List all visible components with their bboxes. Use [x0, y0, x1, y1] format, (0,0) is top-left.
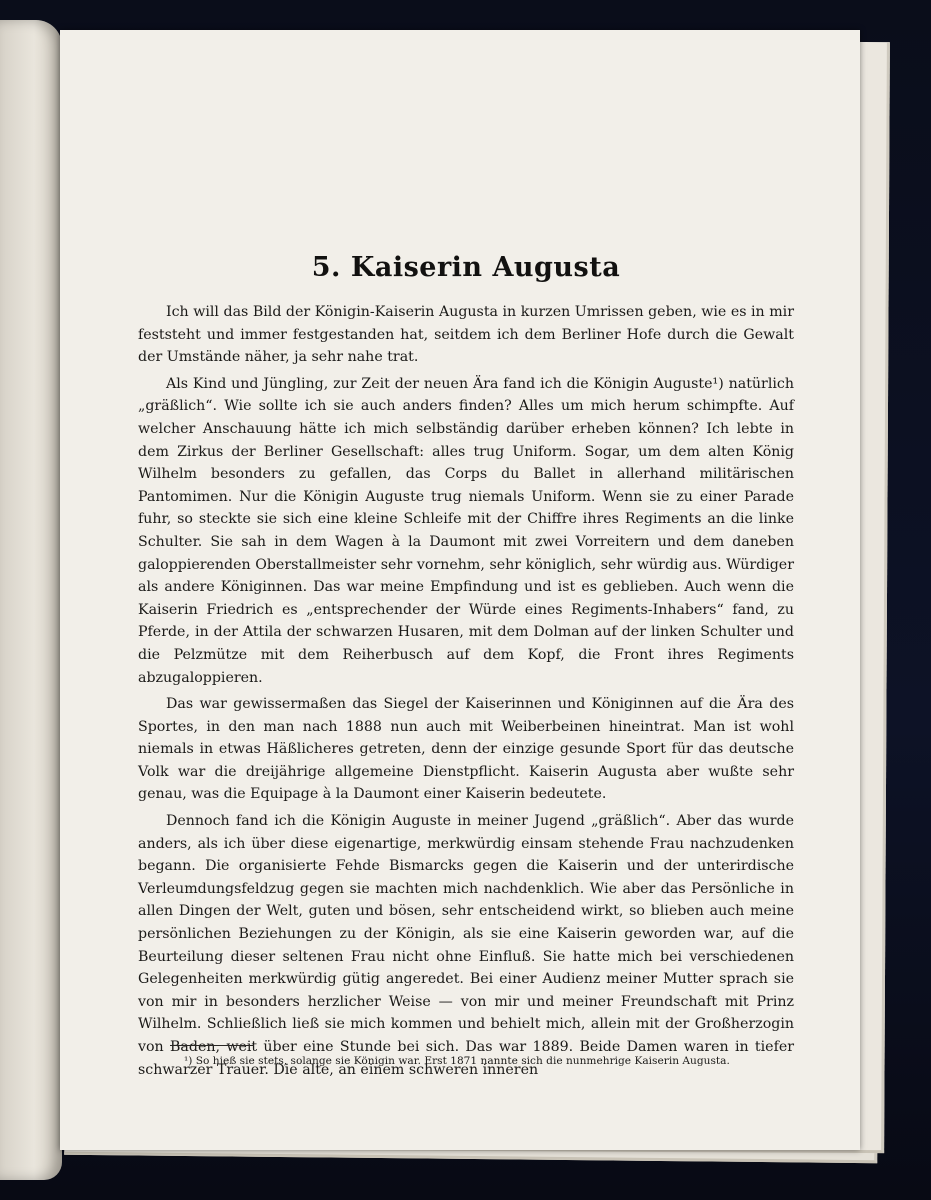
- paragraph-4: Dennoch fand ich die Königin Auguste in meiner Jugend „gräßlich“. Aber das wurde anders, als ich über diese eigenartige, merkwürdig einsam stehende Frau nachzudenken begann. Die organisierte Fehde Bismarcks gegen die Kaiserin und der unterirdische Verleumdungsfeldzug gegen sie machten mich nachdenklich. Wie aber das Persönliche in allen Dingen der Welt, guten und bösen, sehr entscheidend wirkt, so blieben auch meine persönlichen Beziehungen zu der Königin, als sie eine Kaiserin geworden war, auf die Beurteilung dieser seltenen Frau nicht ohne Einfluß. Sie hatte mich bei verschiedenen Gelegenheiten merkwürdig gütig angeredet. Bei einer Audienz meiner Mutter sprach sie von mir in besonders herzlicher Weise — von mir und meiner Freundschaft mit Prinz Wilhelm. Schließlich ließ sie mich kommen und behielt mich, allein mit der Großherzogin von Baden, weit über eine Stunde bei sich. Das war 1889. Beide Damen waren in tiefer schwarzer Trauer. Die alte, an einem schweren inneren: [138, 813, 794, 1078]
- paragraph-1: Ich will das Bild der Königin-Kaiserin Augusta in kurzen Umrissen geben, wie es in mir feststeht und immer festgestanden hat, seitdem ich dem Berliner Hofe durch die Gewalt der Umstände näher, ja sehr nahe trat.: [138, 304, 794, 366]
- footnote: ¹) So hieß sie stets, solange sie Königin war. Erst 1871 nannte sich die nunmehrige Kaiserin Augusta.: [184, 1055, 730, 1067]
- book-page: [60, 30, 860, 1150]
- paragraph-3: Das war gewissermaßen das Siegel der Kaiserinnen und Königinnen auf die Ära des Sportes, in den man nach 1888 nun auch mit Weiberbeinen hineintrat. Man ist wohl niemals in etwas Häßlicheres getreten, denn der einzige gesunde Sport für das deutsche Volk war die dreijährige allgemeine Dienstpflicht. Kaiserin Augusta aber wußte sehr genau, was die Equipage à la Daumont einer Kaiserin bedeutete.: [138, 696, 794, 803]
- page-content: [138, 252, 794, 1085]
- footnote-divider: [170, 1045, 254, 1046]
- chapter-title: 5. Kaiserin Augusta: [311, 252, 621, 283]
- left-page-edge: [0, 20, 62, 1180]
- paragraph-2: Als Kind und Jüngling, zur Zeit der neuen Ära fand ich die Königin Auguste¹) natürlich „gräßlich“. Wie sollte ich sie auch anders finden? Alles um mich herum schimpfte. Auf welcher Anschauung hätte ich mich selbständig darüber erheben können? Ich lebte in dem Zirkus der Berliner Gesellschaft: alles trug Uniform. Sogar, um dem alten König Wilhelm besonders zu gefallen, das Corps du Ballet in allerhand militärischen Pantomimen. Nur die Königin Auguste trug niemals Uniform. Wenn sie zu einer Parade fuhr, so steckte sie sich eine kleine Schleife mit der Chiffre ihres Regiments an die linke Schulter. Sie sah in dem Wagen à la Daumont mit zwei Vorreitern und dem daneben galoppierenden Oberstallmeister sehr vornehm, sehr königlich, sehr würdig aus. Würdiger als andere Königinnen. Das war meine Empfindung und ist es geblieben. Auch wenn die Kaiserin Friedrich es „entsprechender der Würde eines Regiments-Inhabers“ fand, zu Pferde, in der Attila der schwarzen Husaren, mit dem Dolman auf der linken Schulter und die Pelzmütze mit dem Reiherbusch auf dem Kopf, die Front ihres Regiments abzugaloppieren.: [138, 375, 794, 686]
